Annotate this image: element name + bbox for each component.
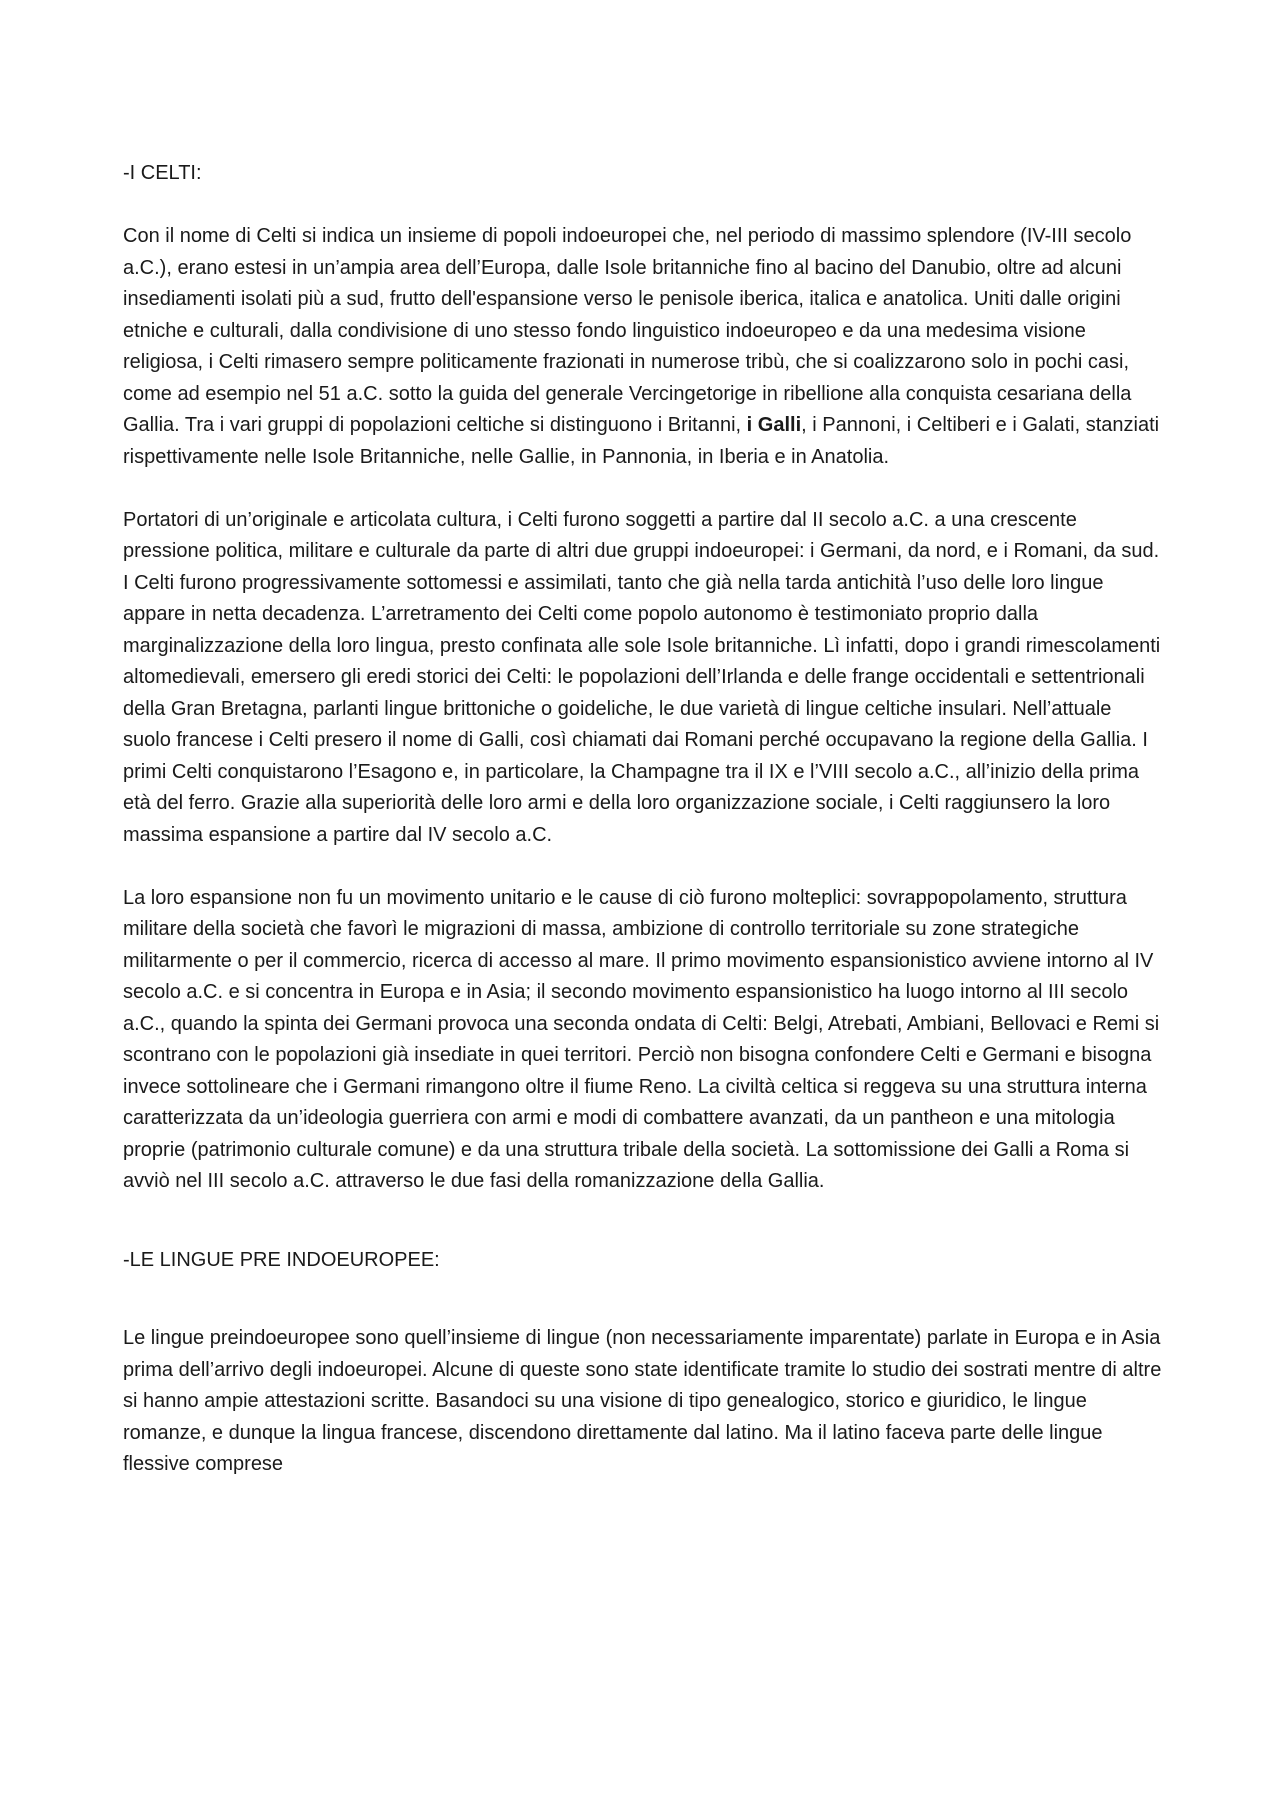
paragraph-celti-culture: Portatori di un’originale e articolata cultura, i Celti furono soggetti a partire dal II secolo a.C. a una crescente pressione politica, militare e culturale da parte di altri due gruppi indoeuropei: i Germani, da nord, e i Romani, da sud. I Celti furono progressivamente sottomessi e assimilati, tanto che già nella tarda antichità l’uso delle loro lingue appare in netta decadenza. L’arretramento dei Celti come popolo autonomo è testimoniato proprio dalla marginalizzazione della loro lingua, presto confinata alle sole Isole britanniche. Lì infatti, dopo i grandi rimescolamenti altomedievali, emersero gli eredi storici dei Celti: le popolazioni dell’Irlanda e delle frange occidentali e settentrionali della Gran Bretagna, parlanti lingue brittoniche o goideliche, le due varietà di lingue celtiche insulari. Nell’attuale suolo francese i Celti presero il nome di Galli, così chiamati dai Romani perché occupavano la regione della Gallia. I primi Celti conquistarono l’Esagono e, in particolare, la Champagne tra il IX e l’VIII secolo a.C., all’inizio della prima età del ferro. Grazie alla superiorità delle loro armi e della loro organizzazione sociale, i Celti raggiunsero la loro massima espansione a partire dal IV secolo a.C. — [123, 508, 1161, 846]
paragraph-text: Con il nome di Celti si indica un insieme di popoli indoeuropei che, nel periodo di massimo splendore (IV-III secolo a.C.), erano estesi in un’ampia area dell’Europa, dalle Isole britanniche fino al bacino del Danubio, oltre ad alcuni insediamenti isolati più a sud, frutto dell'espansione verso le penisole iberica, italica e anatolica. Uniti dalle origini etniche e culturali, dalla condivisione di uno stesso fondo linguistico indoeuropeo e da una medesima visione religiosa, i Celti rimasero sempre politicamente frazionati in numerose tribù, che si coalizzarono solo in pochi casi, come ad esempio nel 51 a.C. sotto la guida del generale Vercingetorige in ribellione alla conquista cesariana della Gallia. Tra i vari gruppi di popolazioni celtiche si distinguono i Britanni, — [123, 225, 1132, 436]
document-body — [123, 158, 1163, 1481]
paragraph-celti-intro — [123, 221, 1163, 473]
spacer — [123, 851, 1163, 883]
section-heading-lingue: -LE LINGUE PRE INDOEUROPEE: — [123, 1248, 440, 1271]
section-heading-celti: -I CELTI: — [123, 162, 202, 184]
spacer — [123, 190, 1163, 222]
paragraph-celti-expansion: La loro espansione non fu un movimento unitario e le cause di ciò furono molteplici: sovrappopolamento, struttura militare della società che favorì le migrazioni di massa, ambizione di controllo territoriale su zone strategiche militarmente o per il commercio, ricerca di accesso al mare. Il primo movimento espansionistico avviene intorno al IV secolo a.C. e si concentra in Europa e in Asia; il secondo movimento espansionistico ha luogo intorno al III secolo a.C., quando la spinta dei Germani provoca una seconda ondata di Celti: Belgi, Atrebati, Ambiani, Bellovaci e Remi si scontrano con le popolazioni già insediate in quei territori. Perciò non bisogna confondere Celti e Germani e bisogna invece sottolineare che i Germani rimangono oltre il fiume Reno. La civiltà celtica si reggeva su una struttura interna caratterizzata da un’ideologia guerriera con armi e modi di combattere avanzati, da un pantheon e una mitologia proprie (patrimonio culturale comune) e da una struttura tribale della società. La sottomissione dei Galli a Roma si avviò nel III secolo a.C. attraverso le due fasi della romanizzazione della Gallia. — [123, 886, 1160, 1192]
spacer — [123, 1198, 1163, 1245]
bold-text-galli: i Galli — [746, 414, 802, 436]
spacer — [123, 473, 1163, 505]
spacer — [123, 1276, 1163, 1323]
paragraph-lingue-preindoeuropee: Le lingue preindoeuropee sono quell’insieme di lingue (non necessariamente imparentate) parlate in Europa e in Asia prima dell’arrivo degli indoeuropei. Alcune di queste sono state identificate tramite lo studio dei sostrati mentre di altre si hanno ampie attestazioni scritte. Basandoci su una visione di tipo genealogico, storico e giuridico, le lingue romanze, e dunque la lingua francese, discendono direttamente dal latino. Ma il latino faceva parte delle lingue flessive comprese — [123, 1327, 1162, 1475]
paragraph-text: , i Pannoni, i Celtiberi e i Galati, stanziati rispettivamente nelle Isole Britanniche, nelle Gallie, in Pannonia, in Iberia e in Anatolia. — [123, 414, 1160, 468]
